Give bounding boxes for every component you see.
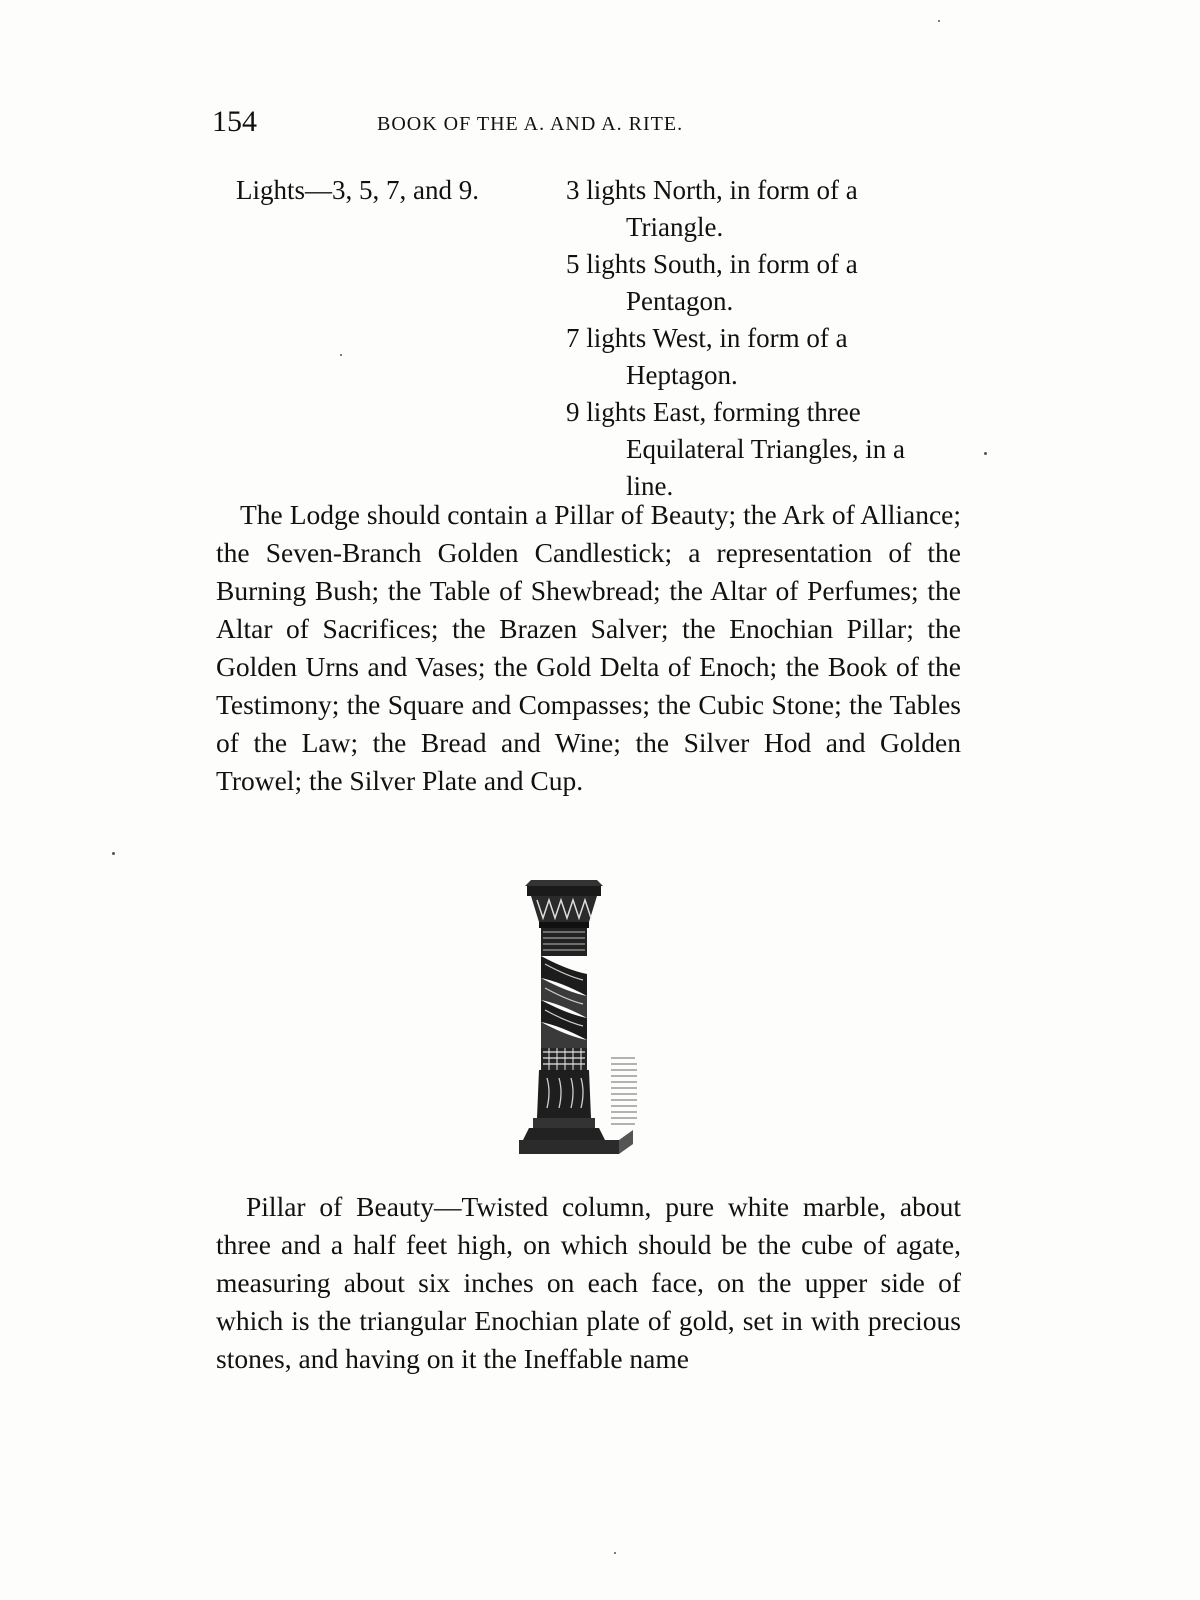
lights-item-east: 9 lights East, forming three Equilateral Triangles, in a line. <box>566 397 905 501</box>
lights-item-north: 3 lights North, in form of a Triangle. <box>566 175 858 242</box>
print-speck <box>112 852 115 855</box>
print-speck <box>984 452 987 455</box>
lodge-paragraph: The Lodge should contain a Pillar of Beauty; the Ark of Alliance; the Seven-Branch Golden Candlestick; a representation of the Burning Bush; the Table of Shewbread; the Altar of Perfumes; the Altar of Sacrifices; the Brazen Salver; the Enochian Pillar; the Golden Urns and Vases; the Gold Delta of Enoch; the Book of the Testimony; the Square and Compasses; the Cubic Stone; the Tables of the Law; the Bread and Wine; the Silver Hod and Golden Trowel; the Silver Plate and Cup. <box>216 499 961 796</box>
print-speck <box>614 1552 616 1554</box>
twisted-pillar-icon <box>515 878 665 1160</box>
lights-item-south: 5 lights South, in form of a Pentagon. <box>566 249 858 316</box>
running-head <box>212 104 952 140</box>
print-speck <box>340 354 342 356</box>
running-title: BOOK OF THE A. AND A. RITE. <box>377 113 684 135</box>
lights-list <box>566 172 956 505</box>
print-speck <box>938 20 940 22</box>
page-number: 154 <box>212 105 257 138</box>
lights-item-west: 7 lights West, in form of a Heptagon. <box>566 323 848 390</box>
lights-label: Lights—3, 5, 7, and 9. <box>236 175 479 205</box>
pillar-of-beauty-paragraph: Pillar of Beauty—Twisted column, pure white marble, about three and a half feet high, on which should be the cube of agate, measuring about six inches on each face, on the upper side of which is the triangular Enochian plate of gold, set in with precious stones, and having on it the Ineffable name <box>216 1191 961 1374</box>
